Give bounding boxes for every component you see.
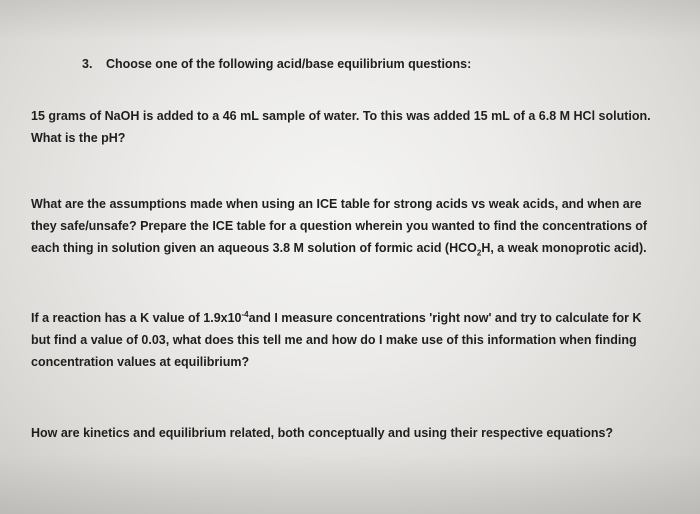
shadow-top: [0, 0, 700, 40]
q2-line3-text-a: each thing in solution given an aqueous 3.8 M solution of formic acid (HCO: [31, 241, 477, 255]
shadow-bottom: [0, 454, 700, 514]
q2-line2: they safe/unsafe? Prepare the ICE table for a question wherein you wanted to find the concentrations of: [31, 219, 648, 233]
q1-line1: 15 grams of NaOH is added to a 46 mL sample of water. To this was added 15 mL of a 6.8 M HCl solution.: [31, 109, 651, 123]
q2-line3: [31, 241, 647, 258]
q3-line1: [31, 311, 641, 325]
q1-line2: What is the pH?: [31, 131, 126, 145]
question-number: 3.: [82, 57, 93, 71]
q2-line3-text-b: H, a weak monoprotic acid).: [481, 241, 647, 255]
q3-line1-superscript: -4: [241, 309, 249, 319]
q3-line1-text-a: If a reaction has a K value of 1.9x10: [31, 311, 242, 325]
q2-line1: What are the assumptions made when using an ICE table for strong acids vs weak acids, and when are: [31, 197, 642, 211]
q4-line1: How are kinetics and equilibrium related, both conceptually and using their respective equations?: [31, 426, 614, 440]
q3-line3: concentration values at equilibrium?: [31, 355, 250, 369]
q2-line3-subscript: 2: [476, 248, 482, 258]
q3-line1-text-b: and I measure concentrations 'right now' and try to calculate for K: [248, 311, 642, 325]
q3-line2: but find a value of 0.03, what does this tell me and how do I make use of this information when finding: [31, 333, 637, 347]
heading: Choose one of the following acid/base equilibrium questions:: [106, 57, 472, 71]
